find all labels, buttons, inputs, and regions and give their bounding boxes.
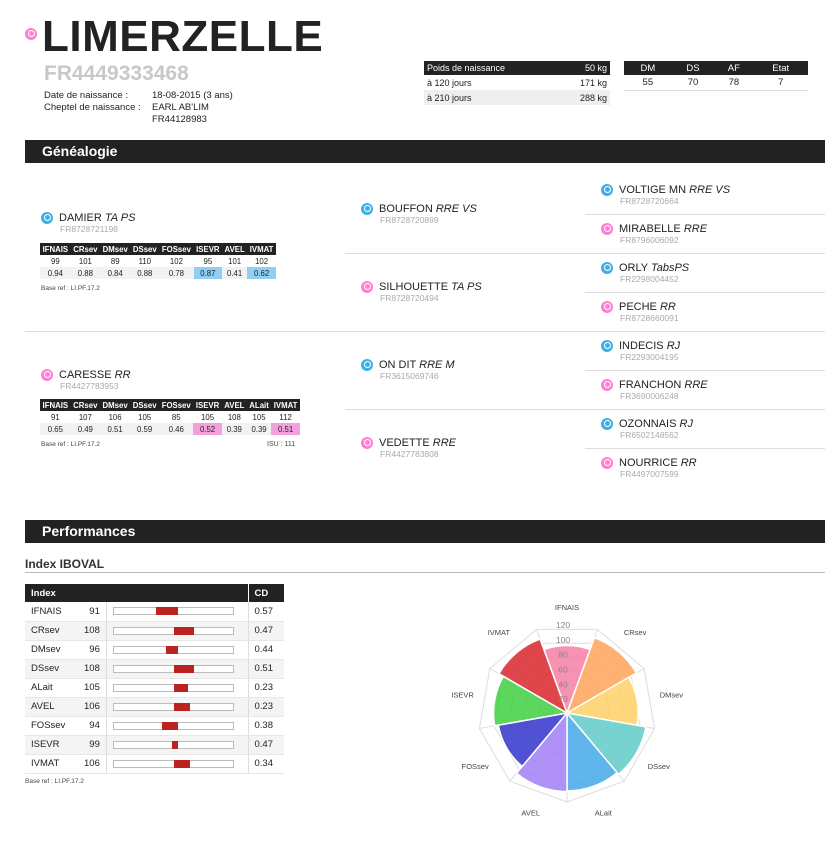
index-label: ISEVR xyxy=(25,735,78,754)
female-icon xyxy=(25,28,37,40)
animal-name: BOUFFON xyxy=(379,203,433,215)
weights-row-label: à 210 jours xyxy=(424,90,558,105)
divider xyxy=(345,331,825,332)
weights-table xyxy=(424,61,610,105)
index-value: 106 xyxy=(78,697,106,716)
divider xyxy=(585,214,825,215)
male-icon xyxy=(601,262,613,274)
table-row xyxy=(25,659,284,678)
tick-label: 80 xyxy=(558,649,568,660)
index-value: 89 xyxy=(100,255,130,267)
score-header: DM xyxy=(624,61,672,75)
index-bar-cell xyxy=(106,697,248,716)
cd-value: 0.51 xyxy=(248,659,284,678)
male-icon xyxy=(601,418,613,430)
index-value: 101 xyxy=(71,255,100,267)
index-value: 106 xyxy=(78,754,106,773)
index-header: IVMAT xyxy=(271,399,300,411)
female-icon xyxy=(361,437,373,449)
male-icon xyxy=(601,184,613,196)
tick-label: 100 xyxy=(555,634,571,645)
index-value: 0.65 xyxy=(40,423,71,435)
category-label: DMsev xyxy=(659,690,684,700)
table-row xyxy=(25,716,284,735)
animal-id: FR4497007599 xyxy=(620,469,679,480)
score-value: 78 xyxy=(714,75,753,90)
index-bar-fill xyxy=(174,665,194,673)
score-value: 70 xyxy=(672,75,715,90)
index-bar-track xyxy=(113,607,234,615)
animal-id: FR4449333468 xyxy=(44,62,189,85)
index-header: AVEL xyxy=(222,399,247,411)
index-label: FOSsev xyxy=(25,716,78,735)
index-value: 0.51 xyxy=(100,423,130,435)
animal-id: FR3690006248 xyxy=(620,391,679,402)
animal-qualification: RR xyxy=(114,369,131,381)
animal-id: FR4427783808 xyxy=(380,449,439,460)
divider xyxy=(345,253,585,254)
index-label: CRsev xyxy=(25,621,78,640)
animal-qualification: RJ xyxy=(666,340,681,352)
index-value: 0.39 xyxy=(222,423,247,435)
male-icon xyxy=(41,212,53,224)
divider xyxy=(25,331,345,332)
table-row xyxy=(25,754,284,773)
great-grandparent[interactable] xyxy=(601,301,679,323)
cd-value: 0.47 xyxy=(248,735,284,754)
animal-qualification: RR xyxy=(659,301,676,313)
animal-name: DAMIER xyxy=(59,212,102,224)
index-bar-cell xyxy=(106,640,248,659)
female-icon xyxy=(601,379,613,391)
index-bar-fill xyxy=(156,607,178,615)
great-grandparent[interactable] xyxy=(601,262,689,284)
category-label: FOSsev xyxy=(461,762,489,771)
female-icon xyxy=(361,281,373,293)
great-grandparent[interactable] xyxy=(601,457,697,479)
birth-date: 18-08-2015 (3 ans) xyxy=(152,90,233,101)
cd-value: 0.47 xyxy=(248,621,284,640)
index-value: 0.88 xyxy=(130,267,159,279)
animal-id: FR8728720494 xyxy=(380,293,439,304)
index-bar-cell xyxy=(106,754,248,773)
animal-name: ON DIT xyxy=(379,359,417,371)
grandparent[interactable] xyxy=(361,281,482,303)
index-value: 105 xyxy=(78,678,106,697)
index-bar-track xyxy=(113,684,234,692)
animal-id: FR8796006092 xyxy=(620,235,679,246)
sire[interactable] xyxy=(41,212,135,234)
index-value: 0.84 xyxy=(100,267,130,279)
animal-name: LIMERZELLE xyxy=(42,12,324,61)
animal-name: PECHE xyxy=(619,301,657,313)
weights-row-value: 171 kg xyxy=(579,77,607,88)
dam[interactable] xyxy=(41,369,131,391)
animal-qualification: RR xyxy=(680,457,697,469)
table-row xyxy=(25,697,284,716)
index-value: 0.62 xyxy=(247,267,276,279)
cd-column-header: CD xyxy=(248,584,284,602)
index-value: 0.46 xyxy=(159,423,193,435)
weights-row-label: à 120 jours xyxy=(427,77,472,88)
index-value: 94 xyxy=(78,716,106,735)
index-bar-cell xyxy=(106,735,248,754)
index-value: 106 xyxy=(100,411,130,423)
index-bar-fill xyxy=(174,703,190,711)
category-label: CRsev xyxy=(623,627,647,637)
index-value: 110 xyxy=(130,255,159,267)
index-bar-track xyxy=(113,722,234,730)
genealogy-section-title: Généalogie xyxy=(25,140,825,163)
index-header: IFNAIS xyxy=(40,243,71,255)
polar-chart-svg xyxy=(420,590,740,840)
index-label: ALait xyxy=(25,678,78,697)
weights-row-value: 288 kg xyxy=(558,90,610,105)
cd-value: 0.23 xyxy=(248,697,284,716)
index-value: 0.78 xyxy=(159,267,193,279)
divider xyxy=(345,409,585,410)
index-header: DSsev xyxy=(130,243,159,255)
animal-id: FR4427783953 xyxy=(60,381,119,392)
index-bar-track xyxy=(113,741,234,749)
animal-qualification: RRE VS xyxy=(435,203,477,215)
index-bar-cell xyxy=(106,678,248,697)
iboval-title: Index IBOVAL xyxy=(25,557,105,571)
table-row xyxy=(25,678,284,697)
index-header: ALait xyxy=(247,399,271,411)
great-grandparent[interactable] xyxy=(601,379,708,401)
cd-value: 0.38 xyxy=(248,716,284,735)
female-icon xyxy=(41,369,53,381)
animal-qualification: RJ xyxy=(679,418,693,430)
index-header: ISEVR xyxy=(194,243,222,255)
index-bar-track xyxy=(113,760,234,768)
index-header: FOSsev xyxy=(159,243,193,255)
great-grandparent[interactable] xyxy=(601,184,730,206)
index-label: DSsev xyxy=(25,659,78,678)
index-bar-fill xyxy=(174,627,194,635)
index-bar-track xyxy=(113,665,234,673)
index-bar-cell xyxy=(106,659,248,678)
base-ref: Base ref : LI.PF.17.2 xyxy=(41,441,100,448)
animal-id: FR2298004452 xyxy=(620,274,679,285)
female-icon xyxy=(601,301,613,313)
birth-date-label: Date de naissance : xyxy=(44,90,128,101)
animal-name: ORLY xyxy=(619,262,648,274)
animal-qualification: RRE M xyxy=(419,359,455,371)
index-value: 108 xyxy=(78,621,106,640)
performances-section-title: Performances xyxy=(25,520,825,543)
animal-id: FR8728720899 xyxy=(380,215,439,226)
base-ref: Base ref : LI.PF.17.2 xyxy=(41,285,100,292)
index-value: 105 xyxy=(247,411,271,423)
animal-qualification: RRE xyxy=(432,437,457,449)
grandparent[interactable] xyxy=(361,437,456,459)
animal-name: NOURRICE xyxy=(619,457,678,469)
index-bar-fill xyxy=(172,741,178,749)
index-value: 99 xyxy=(78,735,106,754)
table-row xyxy=(25,602,284,621)
index-value: 102 xyxy=(159,255,193,267)
tick-label: 20 xyxy=(558,694,568,705)
index-value: 0.88 xyxy=(71,267,100,279)
animal-id: FR2293004195 xyxy=(620,352,679,363)
isu: ISU : 111 xyxy=(267,441,296,448)
index-bar-cell xyxy=(106,716,248,735)
birth-info xyxy=(44,90,233,126)
score-value: 7 xyxy=(753,75,808,90)
weights-header-value: 50 kg xyxy=(558,61,610,75)
index-bar-track xyxy=(113,646,234,654)
index-bar-fill xyxy=(174,684,188,692)
sire-index-table xyxy=(40,243,276,279)
index-header: DMsev xyxy=(100,243,130,255)
great-grandparent[interactable] xyxy=(601,223,707,245)
index-value: 0.39 xyxy=(247,423,271,435)
animal-qualification: RRE xyxy=(683,223,708,235)
category-label: IVMAT xyxy=(487,627,511,637)
index-header: IFNAIS xyxy=(40,399,71,411)
tick-label: 40 xyxy=(558,679,568,690)
female-icon xyxy=(601,223,613,235)
category-label: ALait xyxy=(594,808,612,818)
divider xyxy=(585,292,825,293)
index-value: 105 xyxy=(130,411,159,423)
index-header: DSsev xyxy=(130,399,159,411)
index-header: CRsev xyxy=(71,399,100,411)
category-label: IFNAIS xyxy=(554,603,580,612)
cd-value: 0.44 xyxy=(248,640,284,659)
category-label: ISEVR xyxy=(451,690,474,700)
index-bar-fill xyxy=(162,722,178,730)
index-value: 0.52 xyxy=(193,423,221,435)
index-value: 0.59 xyxy=(130,423,159,435)
herd-name: EARL AB'LIM xyxy=(152,102,209,113)
index-header: ISEVR xyxy=(193,399,221,411)
great-grandparent[interactable] xyxy=(601,340,680,362)
index-value: 101 xyxy=(222,255,247,267)
index-value: 105 xyxy=(193,411,221,423)
divider xyxy=(585,409,825,410)
table-row xyxy=(25,640,284,659)
score-header: DS xyxy=(672,61,715,75)
index-value: 96 xyxy=(78,640,106,659)
index-value: 91 xyxy=(78,602,106,621)
iboval-polar-chart xyxy=(420,590,740,840)
index-value: 102 xyxy=(247,255,276,267)
index-value: 0.51 xyxy=(271,423,300,435)
index-bar-track xyxy=(113,703,234,711)
index-value: 99 xyxy=(40,255,71,267)
animal-name: VEDETTE xyxy=(379,437,430,449)
divider xyxy=(25,572,825,573)
male-icon xyxy=(361,359,373,371)
dam-index-table xyxy=(40,399,300,435)
animal-name: FRANCHON xyxy=(619,379,682,391)
divider xyxy=(585,370,825,371)
male-icon xyxy=(361,203,373,215)
category-label: DSsev xyxy=(647,762,670,771)
grandparent[interactable] xyxy=(361,359,455,381)
great-grandparent[interactable] xyxy=(601,418,693,440)
tick-label: 120 xyxy=(555,620,571,630)
animal-id: FR6502148562 xyxy=(620,430,679,441)
animal-id: FR8728721198 xyxy=(60,224,118,235)
index-value: 0.41 xyxy=(222,267,247,279)
index-value: 107 xyxy=(71,411,100,423)
score-header: AF xyxy=(714,61,753,75)
animal-qualification: TA PS xyxy=(451,281,482,293)
index-label: IVMAT xyxy=(25,754,78,773)
divider xyxy=(585,448,825,449)
cd-value: 0.57 xyxy=(248,602,284,621)
animal-name: MIRABELLE xyxy=(619,223,681,235)
index-header: DMsev xyxy=(100,399,130,411)
index-value: 85 xyxy=(159,411,193,423)
index-value: 108 xyxy=(222,411,247,423)
animal-name: INDECIS xyxy=(619,340,664,352)
animal-name: OZONNAIS xyxy=(619,418,677,430)
index-bar-cell xyxy=(106,621,248,640)
score-value: 55 xyxy=(624,75,672,90)
animal-name: CARESSE xyxy=(59,369,112,381)
score-header: Etat xyxy=(753,61,808,75)
divider xyxy=(585,253,825,254)
base-ref: Base ref : LI.PF.17.2 xyxy=(25,778,84,785)
index-label: IFNAIS xyxy=(25,602,78,621)
index-label: DMsev xyxy=(25,640,78,659)
category-label: AVEL xyxy=(521,808,541,818)
index-bar-fill xyxy=(166,646,178,654)
index-bar-fill xyxy=(174,760,190,768)
index-value: 0.94 xyxy=(40,267,71,279)
index-header: IVMAT xyxy=(247,243,276,255)
animal-qualification: RRE xyxy=(684,379,708,391)
scores-table xyxy=(624,61,808,91)
herd-label: Cheptel de naissance : xyxy=(44,102,141,113)
animal-id: FR3615069746 xyxy=(380,371,439,382)
cd-value: 0.23 xyxy=(248,678,284,697)
herd-id: FR44128983 xyxy=(152,114,207,125)
animal-name: VOLTIGE MN xyxy=(619,184,687,196)
animal-qualification: RRE VS xyxy=(689,184,731,196)
grandparent[interactable] xyxy=(361,203,477,225)
female-icon xyxy=(601,457,613,469)
animal-name: SILHOUETTE xyxy=(379,281,449,293)
index-header: FOSsev xyxy=(159,399,193,411)
table-row xyxy=(25,621,284,640)
table-row xyxy=(25,735,284,754)
index-header: AVEL xyxy=(222,243,247,255)
index-value: 112 xyxy=(271,411,300,423)
animal-qualification: TabsPS xyxy=(651,262,690,274)
index-value: 91 xyxy=(40,411,71,423)
male-icon xyxy=(601,340,613,352)
weights-header-label: Poids de naissance xyxy=(424,61,558,75)
animal-id: FR8728720664 xyxy=(620,196,679,207)
index-column-header: Index xyxy=(25,584,248,602)
index-bar-cell xyxy=(106,602,248,621)
cd-value: 0.34 xyxy=(248,754,284,773)
index-value: 0.49 xyxy=(71,423,100,435)
iboval-table xyxy=(25,584,284,774)
tick-label: 60 xyxy=(558,664,568,675)
index-value: 0.87 xyxy=(194,267,222,279)
animal-qualification: TA PS xyxy=(104,212,136,224)
index-label: AVEL xyxy=(25,697,78,716)
index-value: 108 xyxy=(78,659,106,678)
index-bar-track xyxy=(113,627,234,635)
index-value: 95 xyxy=(194,255,222,267)
index-header: CRsev xyxy=(71,243,100,255)
animal-id: FR8728660091 xyxy=(620,313,679,324)
